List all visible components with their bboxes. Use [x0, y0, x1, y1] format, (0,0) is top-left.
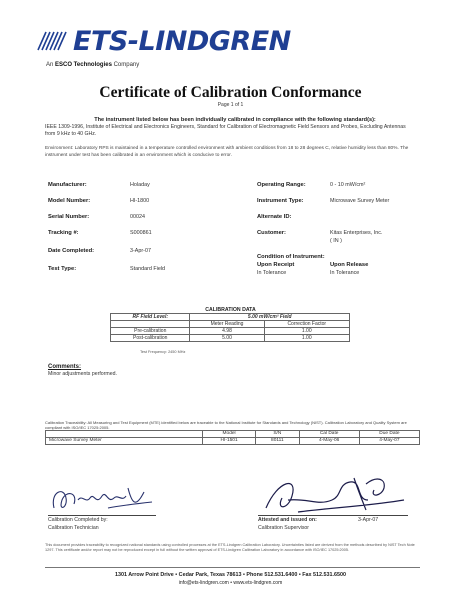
technician-title: Calibration Technician — [48, 525, 99, 531]
model-number-label: Model Number: — [48, 198, 91, 204]
test-frequency: Test Frequency: 2450 MHz — [140, 350, 186, 354]
correction-factor: 1.00 — [264, 335, 349, 342]
supervisor-title: Calibration Supervisor — [258, 525, 310, 531]
condition-label: Condition of Instrument: — [257, 254, 325, 260]
serial-number-value: 00024 — [130, 214, 145, 220]
footer-address: 1301 Arrow Point Drive • Cedar Park, Texas 78613 • Phone 512.531.6400 • Fax 512.531.6500 — [114, 572, 346, 578]
meter-reading: 4.98 — [190, 328, 264, 335]
customer-location: ( IN ) — [330, 238, 342, 244]
supervisor-signature-line — [258, 515, 408, 516]
customer-label: Customer: — [257, 230, 286, 236]
row-label: Pre-calibration — [111, 328, 190, 335]
standards-heading: The instrument listed below has been individually calibrated in compliance with the following standard(s): — [94, 117, 376, 123]
correction-factor: 1.00 — [264, 328, 349, 335]
row-label: Post-calibration — [111, 335, 190, 342]
upon-receipt-label: Upon Receipt — [257, 262, 295, 268]
table-cell — [111, 321, 190, 328]
table-row — [46, 431, 420, 438]
test-type-label: Test Type: — [48, 266, 77, 272]
attested-label: Attested and issued on: — [258, 517, 317, 523]
supervisor-signature — [258, 470, 408, 518]
table-row — [111, 335, 350, 342]
model-number-value: HI-1800 — [130, 198, 150, 204]
instrument-type-value: Microwave Survey Meter — [330, 198, 390, 204]
equipment-header-name — [46, 431, 203, 438]
manufacturer-label: Manufacturer: — [48, 182, 87, 188]
comments-value: Minor adjustments performed. — [48, 371, 117, 377]
equipment-cal-date: 4-May-06 — [299, 438, 359, 445]
correction-factor-header: Correction Factor — [264, 321, 349, 328]
company-logo — [36, 26, 291, 56]
technician-signature — [48, 478, 158, 520]
operating-range-value: 0 - 10 mW/cm² — [330, 182, 366, 188]
tracking-value: S000861 — [130, 230, 152, 236]
company-tagline: An ESCO Technologies Company — [46, 62, 140, 68]
completed-by-label: Calibration Completed by: — [48, 517, 108, 523]
calibration-data-caption: CALIBRATION DATA — [205, 307, 256, 313]
equipment-sn: 80111 — [256, 438, 299, 445]
traceability-text: Calibration Traceability: All Measuring and Test Equipment (MTE) identified below are traceable to the National Institute for Standards and Technology (NIST). Calibration Laboratory and Quality System are compliant with ISO/IEC 17025:2005. — [45, 420, 407, 430]
rf-field-level-label: RF Field Level: — [111, 314, 190, 321]
environment-text: Environment: Laboratory RPS is maintained in a temperature controlled environment with ambient conditions from 18 to 28 degrees C, relative humidity less than 80%. The instrument under test has been calibrated in an environment which is conducive to error. — [45, 146, 409, 158]
table-row — [46, 438, 420, 445]
upon-release-label: Upon Release — [330, 262, 369, 268]
table-row — [111, 321, 350, 328]
technician-signature-line — [48, 515, 156, 516]
footer-divider — [45, 567, 420, 568]
equipment-header-cal-date: Cal Date — [299, 431, 359, 438]
tracking-label: Tracking #: — [48, 230, 79, 236]
document-title: Certificate of Calibration Conformance — [99, 84, 362, 101]
equipment-model: HI-1501 — [203, 438, 256, 445]
date-completed-value: 3-Apr-07 — [130, 248, 151, 254]
serial-number-label: Serial Number: — [48, 214, 90, 220]
equipment-table — [45, 430, 420, 445]
customer-value: Kitas Enterprises, Inc. — [330, 230, 383, 236]
comments-label: Comments: — [48, 364, 82, 370]
logo-wordmark: ETS-LINDGREN — [73, 25, 291, 57]
test-type-value: Standard Field — [130, 266, 166, 272]
field-value: 5.00 mW/cm² Field — [190, 314, 350, 321]
standards-text: IEEE 1309-1996, Institute of Electrical and Electronics Engineers, Standard for Calibration of Electromagnetic Field Sensors and Probes, Excluding Antennas from 9 kHz to 40 GHz. — [45, 124, 406, 137]
logo-mark-icon — [36, 30, 70, 52]
attested-date: 3-Apr-07 — [358, 517, 379, 523]
equipment-header-sn: S/N — [256, 431, 299, 438]
page-label: Page 1 of 1 — [217, 102, 244, 108]
calibration-table — [110, 313, 350, 342]
equipment-due-date: 4-May-07 — [359, 438, 419, 445]
equipment-header-model: Model — [203, 431, 256, 438]
meter-reading: 5.00 — [190, 335, 264, 342]
equipment-header-due-date: Due Date — [359, 431, 419, 438]
table-row — [111, 314, 350, 321]
meter-reading-header: Meter Reading — [190, 321, 264, 328]
alternate-id-label: Alternate ID: — [257, 214, 292, 220]
upon-receipt-value: In Tolerance — [257, 270, 287, 276]
date-completed-label: Date Completed: — [48, 248, 95, 254]
table-row — [111, 328, 350, 335]
legal-notice: This document provides traceability to recognized national standards using controlled processes at the ETS-Lindgren Calibration Laboratory. Uncertainties listed are derived from the methods described by NIST Tech Note 1297. This certificate and/or report may not be reproduced except in full without the written approval of ETS-Lindgren Calibration Laboratory in accordance with ISO/IEC 17025:2005. — [45, 543, 415, 552]
instrument-type-label: Instrument Type: — [257, 198, 304, 204]
footer-contact: info@ets-lindgren.com • www.ets-lindgren.com — [178, 580, 283, 586]
operating-range-label: Operating Range: — [257, 182, 306, 188]
equipment-name: Microwave Survey Meter — [46, 438, 203, 445]
manufacturer-value: Holaday — [130, 182, 150, 188]
upon-release-value: In Tolerance — [330, 270, 360, 276]
